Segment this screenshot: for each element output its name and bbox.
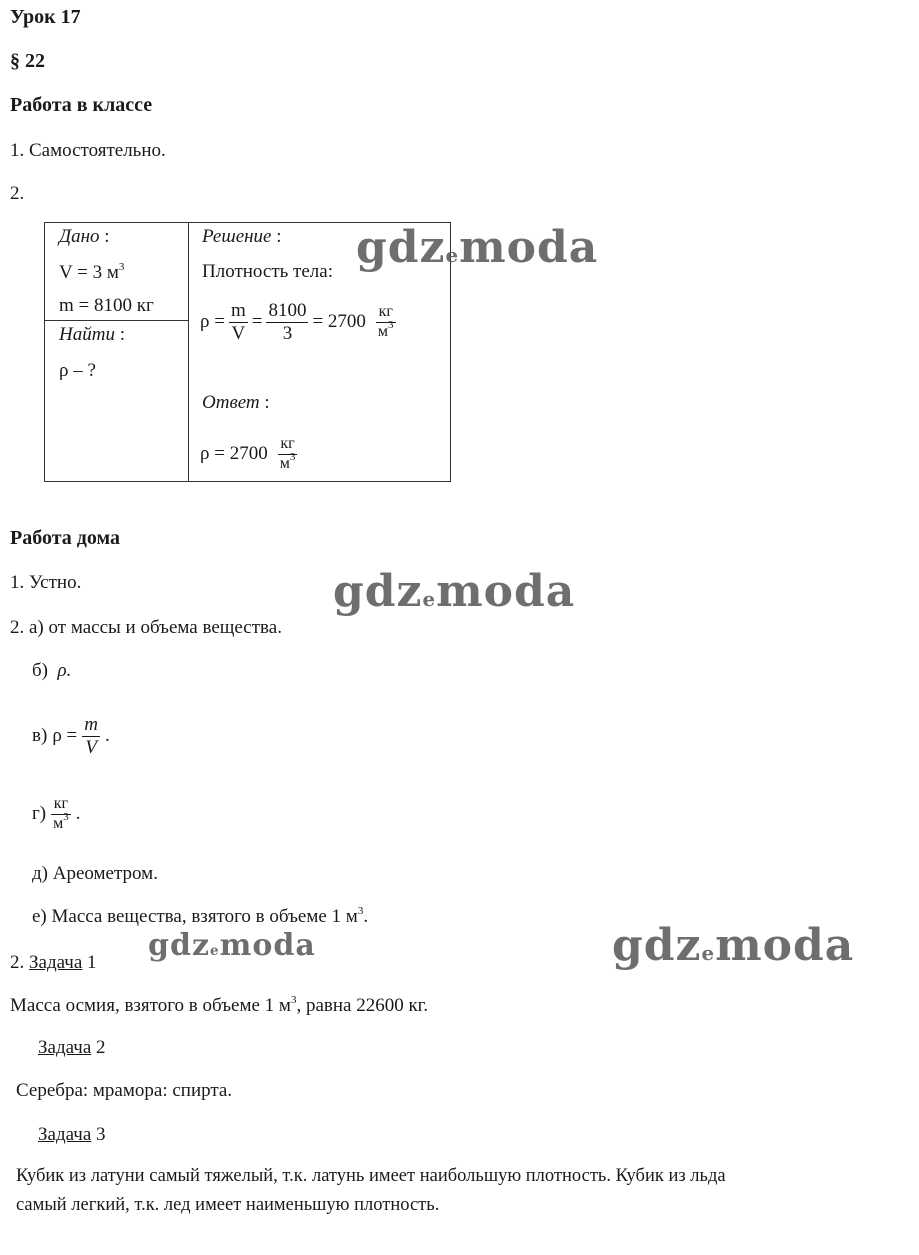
density-unit: $\frac{кг}{м^3}$ (377, 303, 394, 340)
task-2-answer: Серебра: мрамора: спирта. (16, 1080, 233, 1101)
watermark: gdzemoda (148, 928, 316, 963)
classwork-heading: Работа в классе (10, 94, 153, 116)
homework-item-2v: в) ρ = $\frac{m}{V}$ . (32, 713, 110, 758)
table-bottom-border (44, 481, 451, 482)
answer-label: Ответ : (202, 392, 270, 413)
task-1-answer: Масса осмия, взятого в объеме 1 $м^3$, равна 22600 кг. (10, 994, 429, 1016)
homework-item-2b: б) ρ. (32, 660, 72, 681)
homework-item-2e: е) Масса вещества, взятого в объеме 1 $м^3$. (32, 905, 369, 927)
solution-label: Решение : (202, 226, 282, 247)
mass-over-volume-fraction: $\frac{m}{V}$ (230, 299, 246, 344)
task-3-heading: Задача 3 (38, 1124, 106, 1145)
solution-text: Плотность тела: (202, 261, 333, 282)
density-definition-fraction: $\frac{m}{V}$ (84, 713, 98, 758)
density-unit-fraction: $\frac{кг}{м^3}$ (53, 795, 69, 832)
table-left-border (44, 222, 45, 482)
given-mass: m = 8100 кг (59, 295, 154, 316)
watermark: gdzemoda (356, 222, 599, 273)
watermark: gdzemoda (612, 920, 855, 971)
given-label: Дано : (59, 226, 110, 247)
homework-item-1: 1. Устно. (10, 572, 82, 593)
task-3-answer-line-1: Кубик из латуни самый тяжелый, т.к. латунь имеет наибольшую плотность. Кубик из льда (16, 1166, 726, 1186)
homework-heading: Работа дома (10, 527, 120, 549)
given-find-divider (44, 320, 189, 321)
numeric-fraction: $\frac{8100}{3}$ (268, 299, 307, 344)
watermark: gdzemoda (333, 566, 576, 617)
task-2-heading: Задача 2 (38, 1037, 106, 1058)
paragraph-number: § 22 (10, 50, 45, 72)
density-formula: ρ = $\frac{m}{V}$ = $\frac{8100}{3}$ = 2700 $\frac{кг}{м^3}$ (200, 299, 394, 344)
lesson-title: Урок 17 (10, 6, 81, 28)
classwork-item-2: 2. (10, 183, 25, 204)
task-3-answer-line-2: самый легкий, т.к. лед имеет наименьшую плотность. (16, 1195, 440, 1215)
find-label: Найти : (59, 324, 125, 345)
task-1-heading: 2. Задача 1 (10, 952, 97, 973)
answer-unit: $\frac{кг}{м^3}$ (279, 435, 296, 472)
homework-item-2g: г) $\frac{кг}{м^3}$ . (32, 795, 81, 832)
table-divider (188, 222, 189, 482)
answer-formula: ρ = 2700 $\frac{кг}{м^3}$ (200, 435, 296, 472)
homework-item-2d: д) Ареометром. (32, 863, 158, 884)
classwork-item-1: 1. Самостоятельно. (10, 140, 166, 161)
given-volume: V = 3 $м^3$ (59, 261, 125, 283)
find-value: ρ – ? (59, 360, 96, 381)
homework-item-2a: 2. а) от массы и объема вещества. (10, 617, 282, 638)
